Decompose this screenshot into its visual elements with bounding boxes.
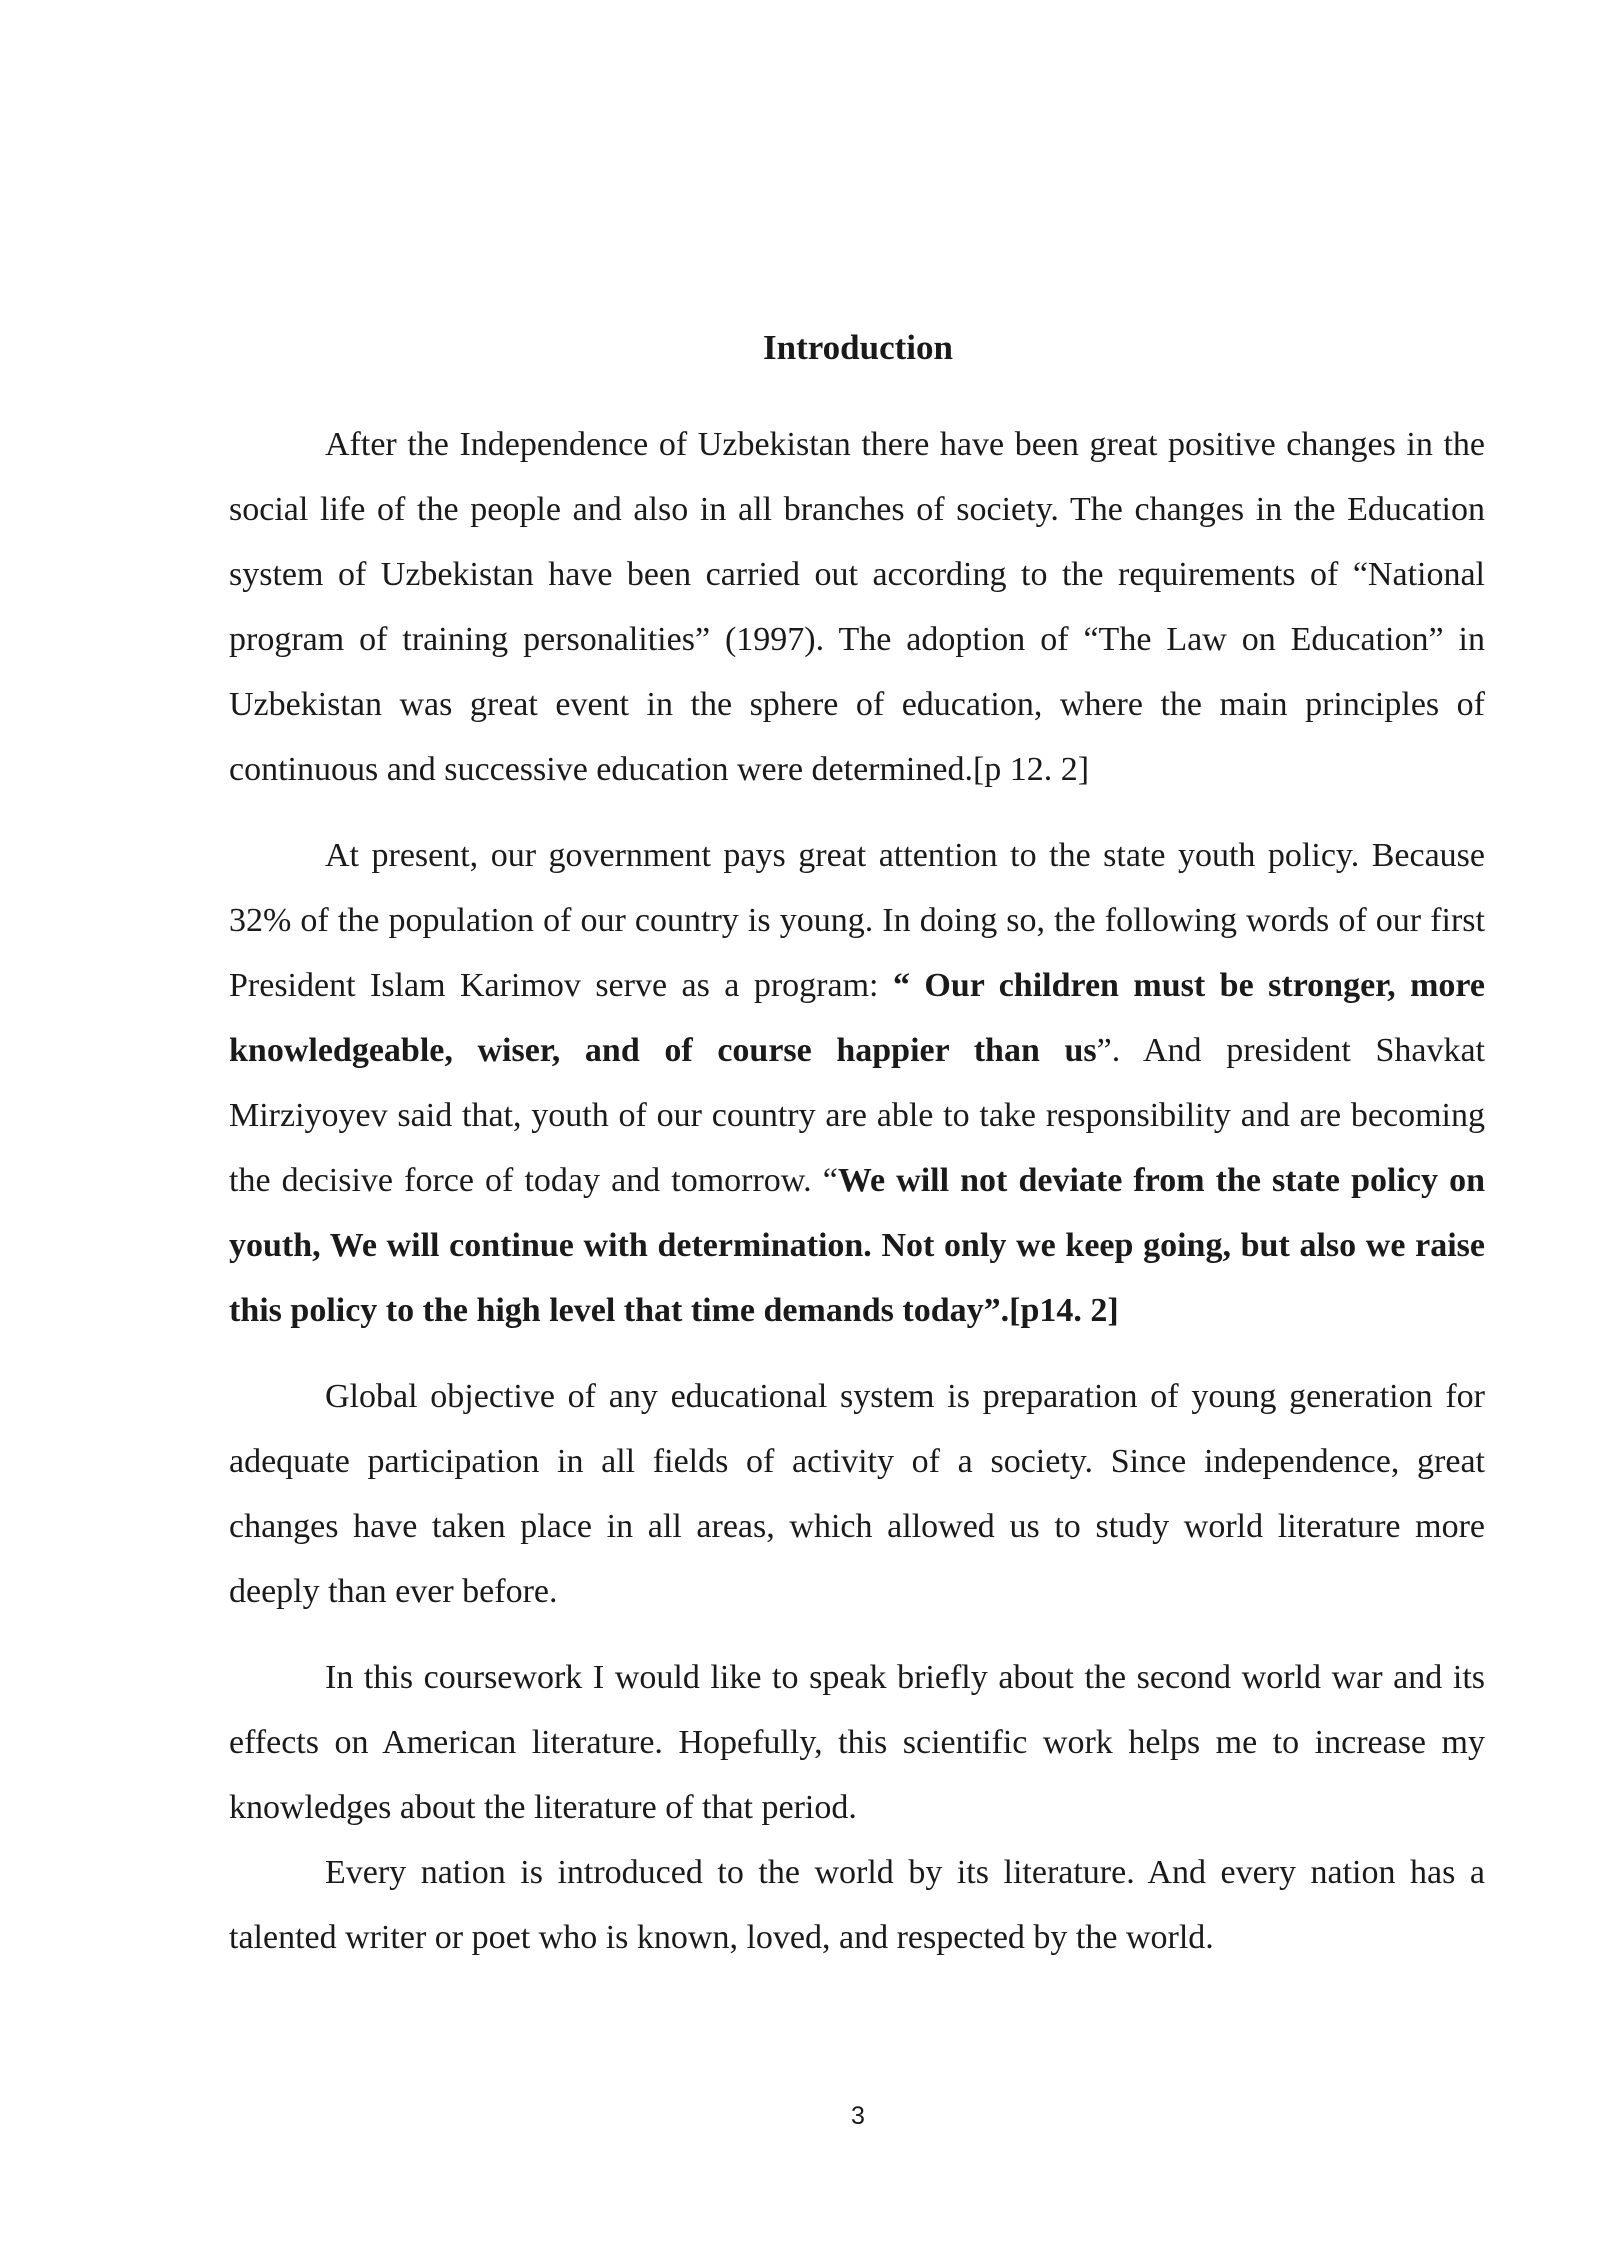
page-number: 3	[851, 2102, 865, 2130]
paragraph-global-objective: Global objective of any educational system is preparation of young generation for adequate participation in all fields of activity of a society. Since independence, great changes have taken place in all areas, which allowed us to study world literature more deeply than ever before.	[229, 1378, 1485, 1610]
page-title: Introduction	[763, 328, 953, 367]
paragraph-text-segment: At present, our government pays great attention to the state youth policy. Because 32% of the population of our country is young. In doing so, the following words of our first President Islam Karimov serve as a program:	[229, 837, 1485, 1004]
karimov-quote: “ Our children must be stronger, more knowledgeable, wiser, and of course happier than us	[229, 967, 1485, 1069]
paragraph-text-segment: ”. And president Shavkat Mirziyoyev said that, youth of our country are able to take responsibility and are becoming the decisive force of today and tomorrow. “	[229, 1032, 1485, 1199]
paragraph-youth-policy	[229, 823, 1485, 1343]
paragraph-independence-education: After the Independence of Uzbekistan there have been great positive changes in the social life of the people and also in all branches of society. The changes in the Education system of Uzbekistan have been carried out according to the requirements of “National program of training personalities” (1997). The adoption of “The Law on Education” in Uzbekistan was great event in the sphere of education, where the main principles of continuous and successive education were determined.[p 12. 2]	[229, 426, 1485, 788]
paragraph-nation-literature: Every nation is introduced to the world by its literature. And every nation has a talented writer or poet who is known, loved, and respected by the world.	[229, 1854, 1485, 1956]
mirziyoyev-quote: We will not deviate from the state policy on youth, We will continue with determination. Not only we keep going, but also we raise this policy to the high level that time demands today”.[p14. 2]	[229, 1162, 1485, 1329]
paragraph-coursework-purpose: In this coursework I would like to speak briefly about the second world war and its effects on American literature. Hopefully, this scientific work helps me to increase my knowledges about the literature of that period.	[229, 1659, 1485, 1826]
document-body	[229, 412, 1485, 1970]
